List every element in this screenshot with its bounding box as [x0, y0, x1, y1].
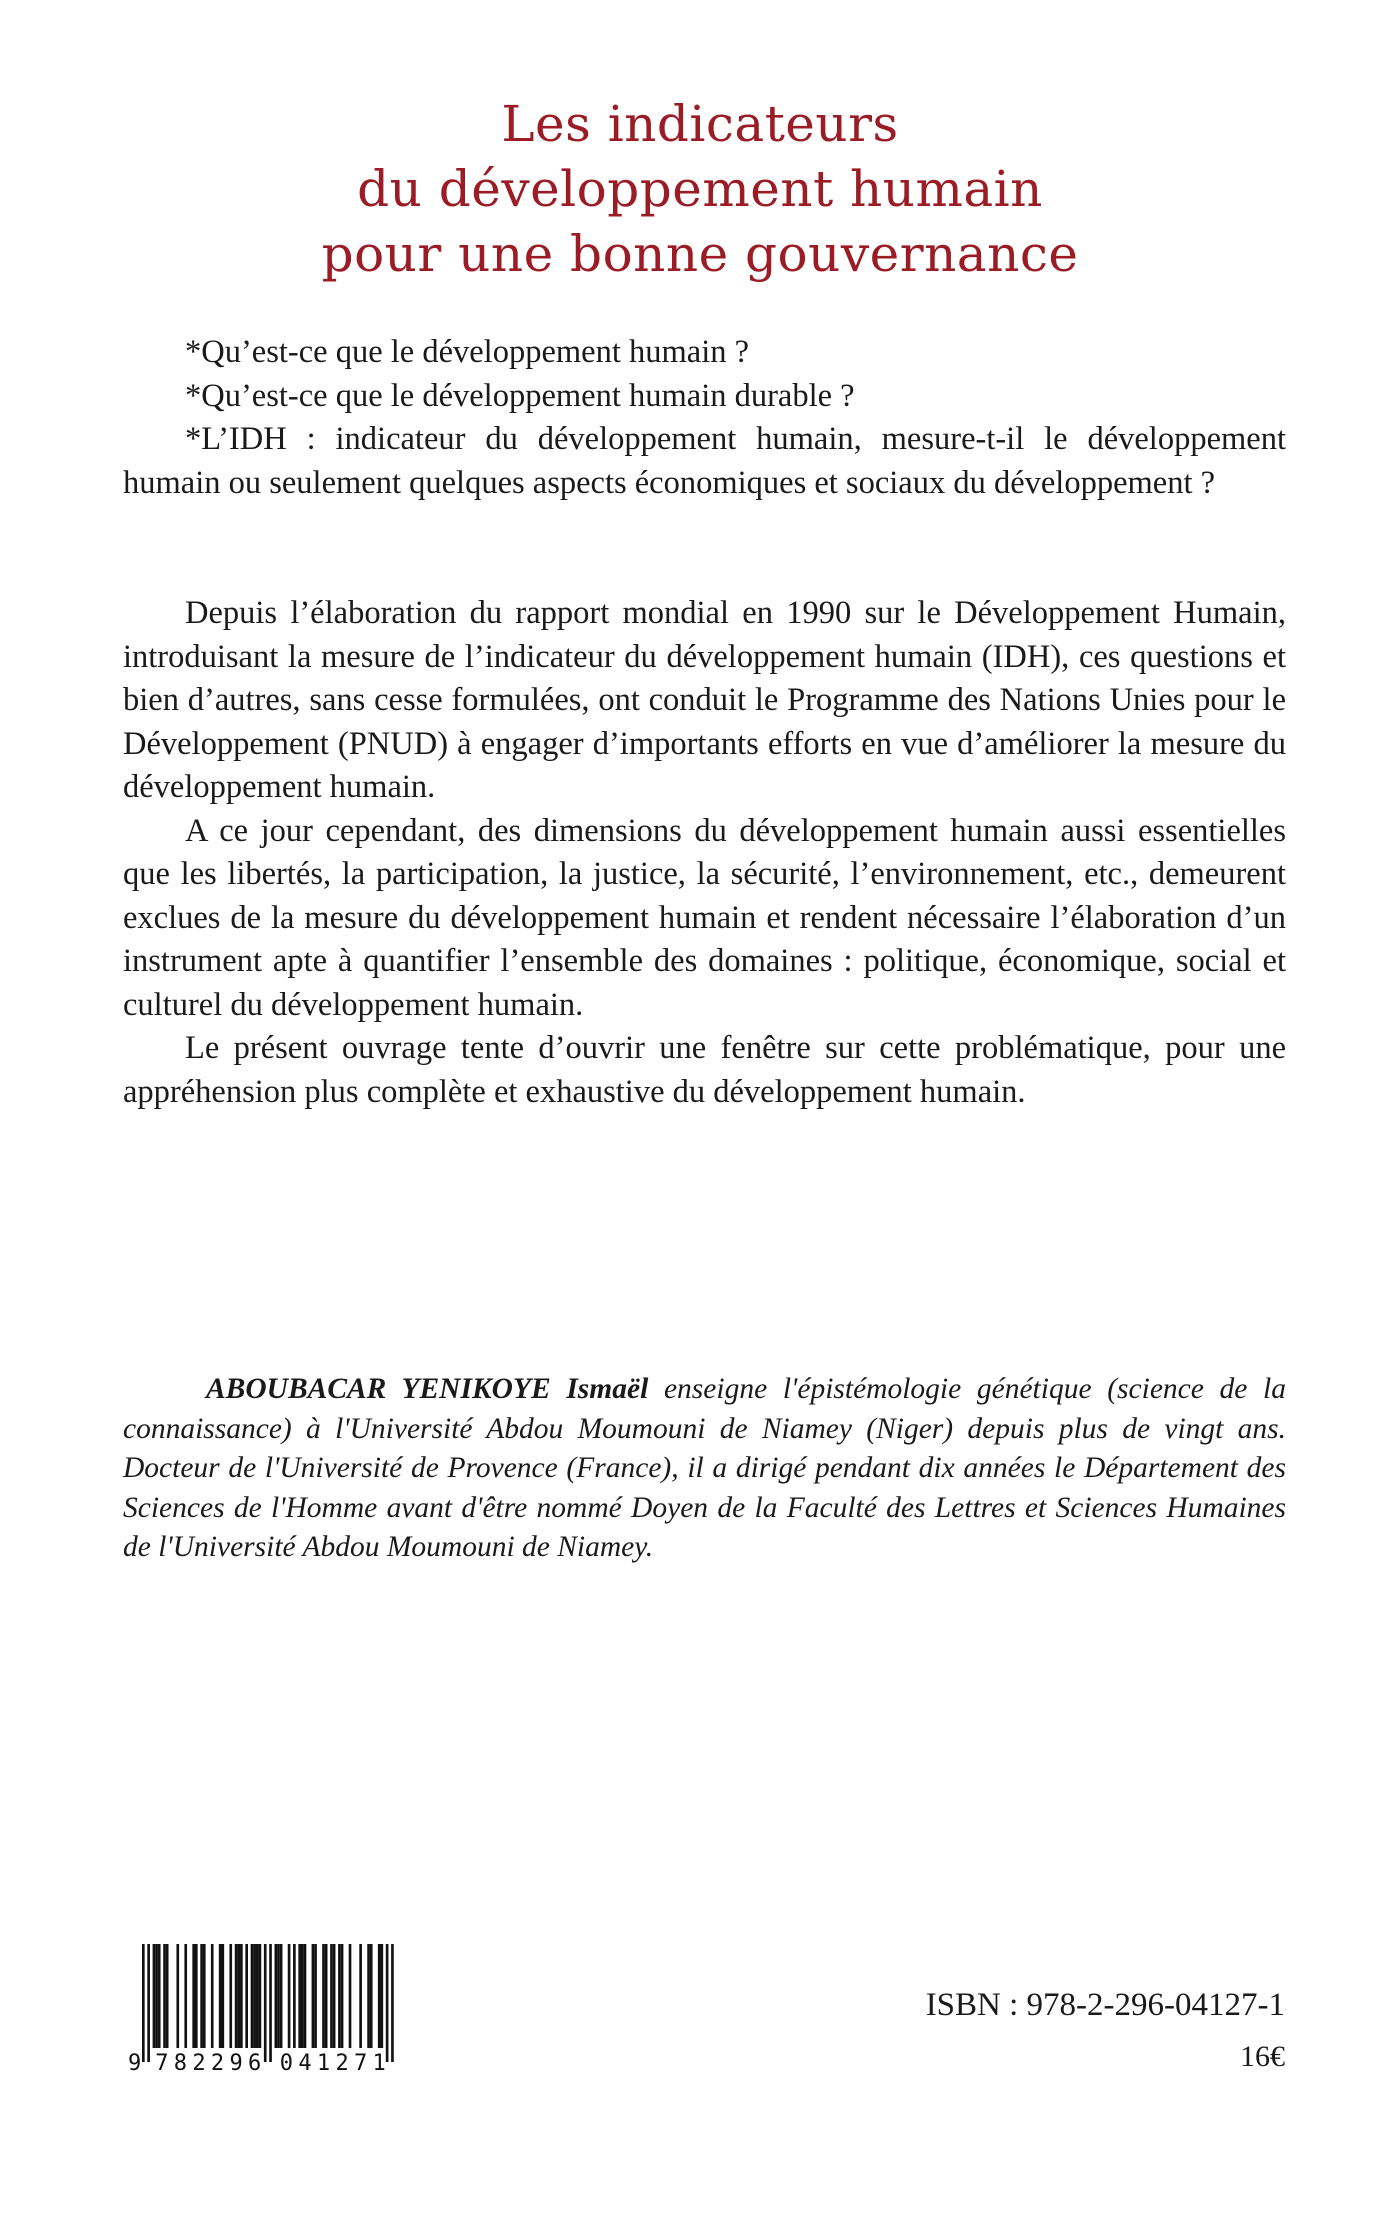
barcode-bar — [256, 1944, 259, 2048]
barcode-digit: 6 — [248, 2051, 262, 2074]
barcode-digit: 2 — [335, 2051, 349, 2074]
barcode-bar — [203, 1944, 206, 2048]
author-name: ABOUBACAR YENIKOYE Ismaël — [206, 1373, 649, 1405]
barcode-digit: 7 — [155, 2051, 169, 2074]
barcode-bar — [359, 1944, 362, 2048]
question: *L’IDH : indicateur du développement humain, mesure-t-il le développement humain ou seulement quelques aspects économiques et sociaux du développement ? — [123, 421, 1286, 501]
barcode-bar — [219, 1944, 222, 2048]
question: *Qu’est-ce que le développement humain durable ? — [185, 377, 855, 414]
paragraph: Depuis l’élaboration du rapport mondial en 1990 sur le Développement Humain, introduisant la mesure de l’indicateur du développement humain (IDH), ces questions et bien d’autres, sans cesse formulées, ont conduit le Programme des Nations Unies pour le Développement (PNUD) à engager d’importants efforts en vue d’améliorer la mesure du développement humain. — [123, 595, 1286, 805]
barcode-bar — [391, 1944, 394, 2062]
book-title — [0, 92, 1400, 287]
barcode-bar — [240, 1944, 243, 2048]
barcode-digit: 1 — [372, 2051, 386, 2074]
barcode — [126, 1944, 416, 2074]
barcode-bar — [158, 1944, 161, 2048]
barcode-bar — [259, 1944, 262, 2048]
paragraph: A ce jour cependant, des dimensions du développement humain aussi essentielles que les libertés, la participation, la justice, la sécurité, l’environnement, etc., demeurent exclues de la mesure du développement humain et rendent nécessaire l’élaboration d’un instrument apte à quantifier l’ensemble des domaines : politique, économique, social et culturel du développement humain. — [123, 812, 1286, 1023]
author-bio — [123, 1370, 1286, 1568]
barcode-digit: 8 — [173, 2051, 188, 2074]
barcode-bar — [176, 1944, 179, 2048]
barcode-bar — [245, 1944, 248, 2048]
barcode-bar — [235, 1944, 238, 2048]
barcode-bar — [330, 1944, 333, 2048]
title-line: du développement humain — [357, 160, 1043, 218]
barcode-bar — [211, 1944, 214, 2048]
barcode-bar — [253, 1944, 256, 2048]
barcode-bar — [367, 1944, 370, 2048]
barcode-bar — [155, 1944, 158, 2048]
barcode-bar — [229, 1944, 232, 2048]
barcode-bar — [378, 1944, 381, 2048]
barcode-bar — [298, 1944, 301, 2048]
questions — [123, 331, 1286, 505]
barcode-bar — [163, 1944, 166, 2048]
barcode-bar — [166, 1944, 169, 2048]
barcode-bar — [304, 1944, 307, 2048]
barcode-bar — [222, 1944, 225, 2048]
barcode-digit: 9 — [128, 2051, 142, 2074]
barcode-bar — [142, 1944, 145, 2062]
barcode-bar — [314, 1944, 317, 2048]
barcode-bar — [275, 1944, 278, 2048]
barcode-digit: 7 — [354, 2051, 368, 2074]
barcode-bar — [264, 1944, 267, 2062]
barcode-bar — [288, 1944, 291, 2048]
barcode-bar — [195, 1944, 198, 2048]
title-line: Les indicateurs — [501, 95, 899, 153]
barcode-bar — [381, 1944, 384, 2048]
question: *Qu’est-ce que le développement humain ? — [185, 334, 750, 370]
barcode-bar — [338, 1944, 341, 2048]
barcode-bar — [301, 1944, 304, 2048]
barcode-digit: 0 — [279, 2051, 294, 2074]
barcode-bar — [184, 1944, 187, 2048]
barcode-bar — [322, 1944, 325, 2048]
barcode-digit: 1 — [316, 2051, 331, 2074]
barcode-digit: 2 — [192, 2051, 206, 2074]
barcode-digit: 9 — [229, 2051, 243, 2074]
barcode-bar — [153, 1944, 156, 2048]
barcode-bar — [251, 1944, 254, 2048]
barcode-bar — [192, 1944, 195, 2048]
barcode-bar — [277, 1944, 280, 2048]
barcode-bar — [237, 1944, 240, 2048]
barcode-bar — [349, 1944, 352, 2048]
barcode-bar — [147, 1944, 150, 2062]
isbn: ISBN : 978-2-296-04127-1 — [925, 1987, 1285, 2023]
barcode-bar — [293, 1944, 296, 2048]
barcode-bar — [386, 1944, 389, 2062]
barcode-bar — [312, 1944, 315, 2048]
barcode-bar — [269, 1944, 272, 2062]
barcode-bar — [280, 1944, 283, 2048]
barcode-digit: 4 — [298, 2051, 312, 2074]
barcode-bar — [200, 1944, 203, 2048]
barcode-bar — [325, 1944, 328, 2048]
price: 16€ — [1240, 2040, 1285, 2073]
title-line: pour une bonne gouvernance — [321, 225, 1079, 283]
bio-text: enseigne l'épistémologie génétique (science de la connaissance) à l'Université Abdou Moumouni de Niamey (Niger) depuis plus de vingt ans. Docteur de l'Université de Provence (France), il a dirigé pendant dix années le Département des Sciences de l'Homme avant d'être nommé Doyen de la Faculté des Lettres et Sciences Humaines de l'Université Abdou Moumouni de Niamey. — [123, 1373, 1286, 1563]
barcode-bar — [333, 1944, 336, 2048]
blurb — [123, 592, 1286, 1114]
barcode-bar — [341, 1944, 344, 2048]
paragraph: Le présent ouvrage tente d’ouvrir une fenêtre sur cette problématique, pour une appréhension plus complète et exhaustive du développement humain. — [123, 1030, 1286, 1110]
barcode-digit: 2 — [210, 2051, 225, 2074]
barcode-bar — [370, 1944, 373, 2048]
